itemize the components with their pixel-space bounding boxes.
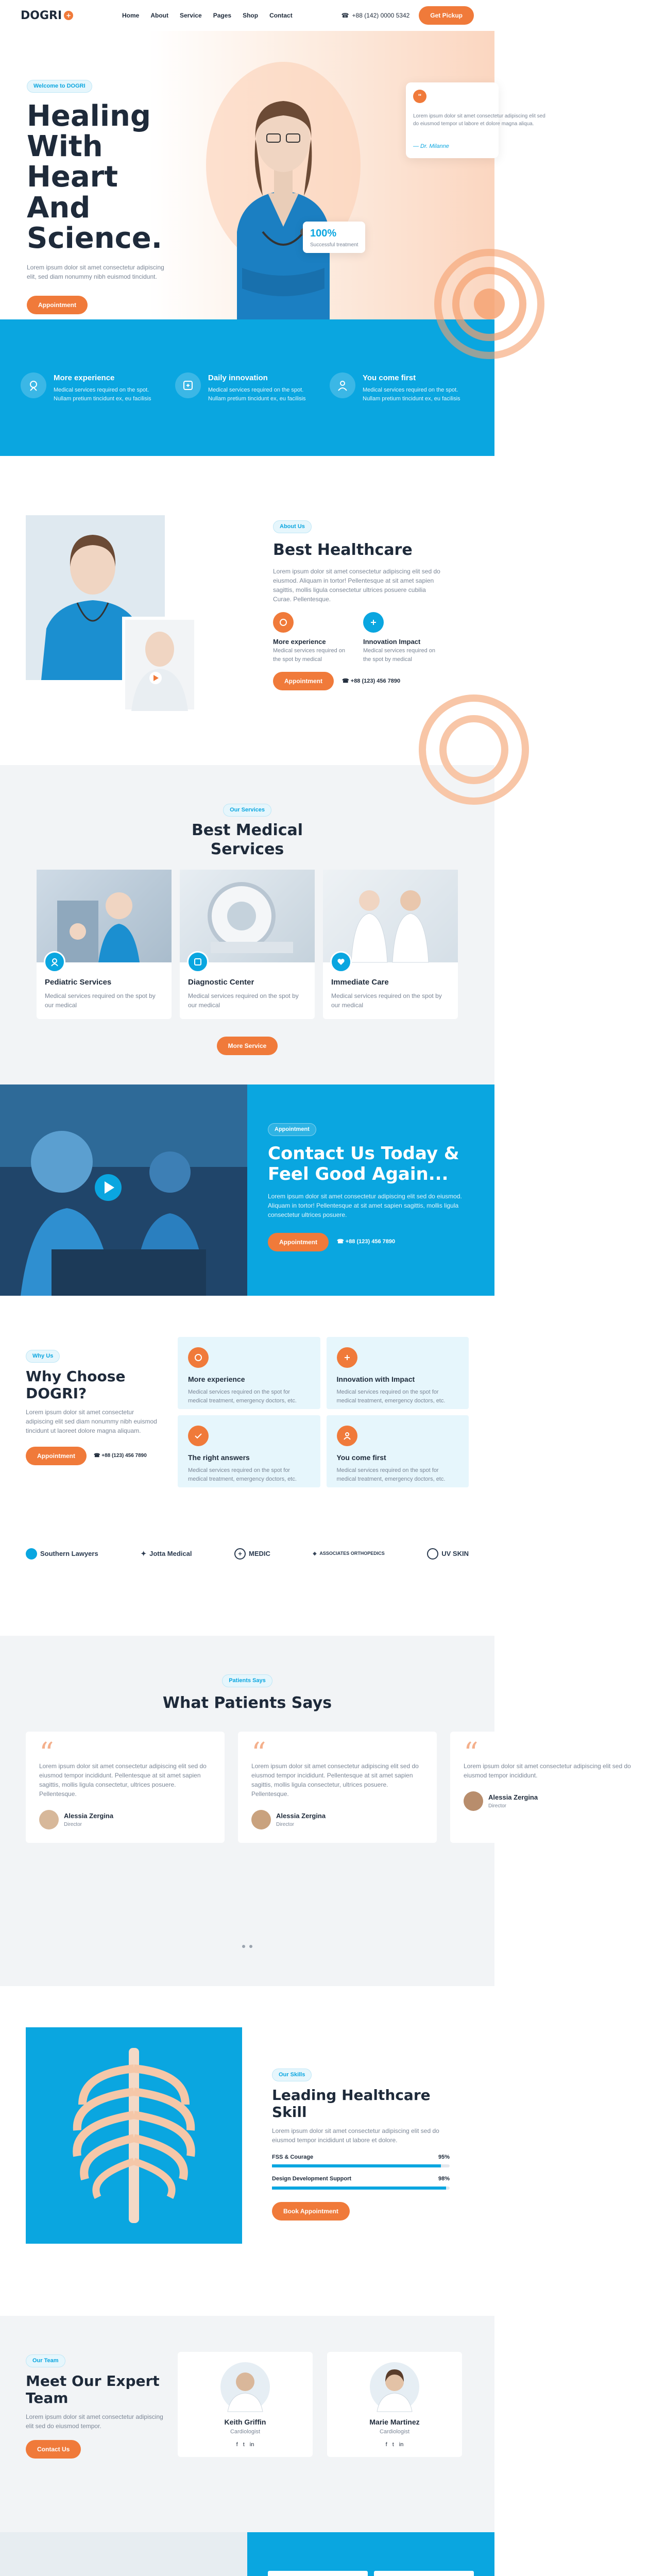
team-title: Meet Our Expert Team <box>26 2372 160 2407</box>
skill-progress-fill <box>272 2164 441 2167</box>
logo-plus-icon: + <box>64 11 73 20</box>
care-icon <box>330 951 352 973</box>
nav-service[interactable]: Service <box>180 12 202 19</box>
linkedin-icon[interactable]: in <box>249 2441 254 2448</box>
nav-shop[interactable]: Shop <box>243 12 259 19</box>
team-tag: Our Team <box>26 2354 65 2367</box>
phone-icon: ☎ <box>94 1453 102 1459</box>
testimonials-tag: Patients Says <box>222 1674 272 1687</box>
member-name: Keith Griffin <box>224 2418 266 2426</box>
logo-text: DOGRI <box>21 9 62 22</box>
contact-us-button[interactable]: Contact Us <box>26 2440 81 2459</box>
about-subitem-text: Medical services required on the spot by medical <box>273 648 346 663</box>
why-appointment-button[interactable]: Appointment <box>26 1447 87 1465</box>
why-box-text: Medical services required on the spot for medical treatment, emergency doctors, etc. <box>188 1467 297 1482</box>
contact-banner-text <box>247 1084 494 1296</box>
testimonial-name: Alessia Zergina <box>64 1811 114 1820</box>
facebook-icon[interactable]: f <box>385 2441 387 2448</box>
email-input[interactable] <box>374 2571 474 2576</box>
team-section <box>0 2316 494 2532</box>
site-header <box>0 0 494 31</box>
appointment-form <box>247 2532 494 2576</box>
testimonial-card <box>450 1732 649 1843</box>
hero-stat-card <box>303 222 365 253</box>
quote-text: Lorem ipsum dolor sit amet consectetur adipiscing elit sed do eiusmod tempor ut labore et dolore magna aliqua. <box>413 113 545 127</box>
why-title: Why Choose DOGRI? <box>26 1367 126 1402</box>
about-appointment-button[interactable]: Appointment <box>273 672 334 690</box>
testimonial-text: Lorem ipsum dolor sit amet consectetur adipiscing elit sed do eiusmod tempor incididunt. Pellentesque at sit amet sapien sagittis, mollis ligula consectetur, ultrices posuere. Pellentesque. <box>251 1762 419 1798</box>
why-box-title: Innovation with Impact <box>336 1375 415 1383</box>
stat-label: Successful treatment <box>310 242 358 248</box>
why-box-text: Medical services required on the spot for medical treatment, emergency doctors, etc. <box>336 1467 446 1482</box>
skill-value: 98% <box>438 2176 450 2182</box>
header-right <box>341 6 474 25</box>
why-box <box>327 1415 469 1487</box>
why-text <box>26 1350 160 1465</box>
decorative-circles <box>412 688 494 765</box>
slider-dot[interactable] <box>242 1945 245 1948</box>
main-nav <box>122 11 293 20</box>
member-social <box>178 2441 313 2449</box>
services-tag: Our Services <box>223 804 271 817</box>
why-box-title: More experience <box>188 1375 245 1383</box>
linkedin-icon[interactable]: in <box>399 2441 404 2448</box>
hero-text-body: Lorem ipsum dolor sit amet consectetur adipiscing elit, sed diam nonummy nibh euismod tincidunt. <box>27 264 164 281</box>
skills-body: Lorem ipsum dolor sit amet consectetur adipiscing elit sed do eiusmod tempor incididunt ut labore et dolore. <box>272 2127 439 2144</box>
skill-progress-fill <box>272 2187 446 2190</box>
why-body: Lorem ipsum dolor sit amet consectetur adipiscing elit sed diam nonummy nibh euismod tincidunt ut laoreet dolore magna aliquam. <box>26 1408 157 1434</box>
slider-dots <box>0 1945 494 1948</box>
member-role: Cardiologist <box>230 2429 261 2435</box>
innovation-icon <box>363 612 384 633</box>
why-box-title: You come first <box>336 1453 386 1462</box>
brand-mark-icon: ✦ <box>141 1550 147 1558</box>
feature-item <box>330 372 474 403</box>
innovation-icon <box>337 1347 357 1368</box>
cta-appointment-button[interactable]: Appointment <box>268 1233 329 1251</box>
experience-icon <box>188 1347 209 1368</box>
testimonials-section <box>0 1636 631 1986</box>
feature-text: Medical services required on the spot. Nullam pretium tincidunt ex, eu facilisis <box>363 387 460 402</box>
doctor-image <box>206 62 361 319</box>
phone-icon: ☎ <box>341 12 349 19</box>
why-box <box>178 1337 320 1409</box>
brand-mark-icon: + <box>234 1548 246 1560</box>
contact-banner <box>0 1084 494 1296</box>
service-card[interactable] <box>37 870 172 1020</box>
service-title: Diagnostic Center <box>188 977 254 987</box>
why-box-text: Medical services required on the spot for medical treatment, emergency doctors, etc. <box>188 1389 297 1404</box>
hero-tag: Welcome to DOGRI <box>27 80 92 93</box>
nav-contact[interactable]: Contact <box>269 12 293 19</box>
skills-text <box>272 2069 450 2221</box>
twitter-icon[interactable]: t <box>392 2441 394 2448</box>
team-card[interactable] <box>178 2352 313 2457</box>
about-subitem <box>273 612 353 664</box>
brand-logo: ◈ ASSOCIATES ORTHOPEDICS <box>313 1550 384 1557</box>
services-cards <box>0 870 494 1020</box>
about-images <box>26 515 196 711</box>
service-text: Medical services required on the spot by our medical <box>45 992 156 1009</box>
cta-text: Lorem ipsum dolor sit amet consectetur adipiscing elit sed do eiusmod. Aliquam in tortor! Pellentesque at sit amet sapien sagittis, mollis ligula consectetur ultrices posuere. <box>268 1192 462 1218</box>
user-icon <box>330 372 355 398</box>
why-tag: Why Us <box>26 1350 60 1363</box>
about-phone[interactable]: ☎ +88 (123) 456 7890 <box>342 677 401 684</box>
about-title: Best Healthcare <box>273 540 413 559</box>
service-text: Medical services required on the spot by our medical <box>188 992 299 1009</box>
feature-title: Daily innovation <box>208 373 268 382</box>
user-icon <box>337 1426 357 1446</box>
skill-bar-header <box>272 2175 450 2183</box>
team-card[interactable] <box>327 2352 462 2457</box>
phone-icon: ☎ <box>337 1239 346 1245</box>
why-box-text: Medical services required on the spot for medical treatment, emergency doctors, etc. <box>336 1389 446 1404</box>
ribcage-image <box>26 2027 242 2244</box>
testimonial-name: Alessia Zergina <box>488 1793 538 1801</box>
skills-section <box>0 1986 494 2316</box>
brand-mark-icon: ◈ <box>313 1551 317 1556</box>
full-name-input[interactable] <box>268 2571 368 2576</box>
feature-text: Medical services required on the spot. Nullam pretium tincidunt ex, eu facilisis <box>208 387 306 402</box>
brand-mark-icon <box>26 1548 37 1560</box>
facebook-icon[interactable]: f <box>236 2441 238 2448</box>
service-title: Pediatric Services <box>45 977 112 987</box>
phone-number: +88 (142) 0000 5342 <box>352 12 410 19</box>
doctor-avatar <box>220 2362 270 2412</box>
testimonials-title: What Patients Says <box>162 1693 332 1712</box>
about-subitem-title: More experience <box>273 637 326 646</box>
service-title: Immediate Care <box>331 977 389 987</box>
quote-icon: " <box>413 90 426 103</box>
testimonial-card <box>238 1732 437 1843</box>
member-name: Marie Martinez <box>369 2418 420 2426</box>
testimonial-name: Alessia Zergina <box>276 1811 326 1820</box>
skill-label: FSS & Courage <box>272 2154 314 2160</box>
service-image <box>323 870 458 962</box>
quote-icon: “ <box>251 1737 266 1770</box>
why-box-title: The right answers <box>188 1453 250 1462</box>
cta-phone[interactable]: ☎ +88 (123) 456 7890 <box>337 1239 396 1245</box>
member-social <box>327 2441 462 2449</box>
quote-author: — Dr. Milanne <box>413 143 449 149</box>
hero-appointment-button[interactable]: Appointment <box>27 296 88 314</box>
nav-home[interactable]: Home <box>122 12 140 19</box>
pediatric-icon <box>44 951 65 973</box>
book-appointment-button[interactable]: Book Appointment <box>272 2202 350 2221</box>
skill-progress-bar <box>272 2187 450 2190</box>
skill-bar-header <box>272 2153 450 2162</box>
feature-title: You come first <box>363 373 416 382</box>
experience-icon <box>21 372 46 398</box>
brand-mark-icon <box>427 1548 438 1560</box>
skills-title: Leading Healthcare Skill <box>272 2086 431 2121</box>
testimonial-role: Director <box>276 1822 295 1828</box>
services-section <box>0 765 494 1084</box>
skill-value: 95% <box>438 2154 450 2160</box>
service-card[interactable] <box>323 870 458 1020</box>
avatar <box>464 1791 483 1811</box>
why-grid <box>178 1337 469 1487</box>
more-service-button[interactable]: More Service <box>217 1037 278 1055</box>
innovation-icon <box>175 372 201 398</box>
testimonial-role: Director <box>64 1822 82 1828</box>
testimonial-role: Director <box>488 1803 507 1809</box>
logo[interactable] <box>21 7 73 24</box>
hero-section <box>0 31 545 319</box>
surgery-image <box>0 1084 247 1296</box>
cta-tag: Appointment <box>268 1123 316 1136</box>
quote-icon: “ <box>464 1737 479 1770</box>
why-box <box>178 1415 320 1487</box>
about-body: Lorem ipsum dolor sit amet consectetur adipiscing elit sed do eiusmod. Aliquam in tortor! Pellentesque at sit amet sapien sagittis, mollis ligula consectetur ultrices posuere cubilia Curae. Pellentesque. <box>273 567 440 603</box>
feature-item <box>175 372 319 403</box>
medical-team-image <box>0 2532 247 2576</box>
experience-icon <box>273 612 294 633</box>
avatar <box>39 1810 59 1829</box>
testimonial-slider[interactable] <box>26 1732 649 1843</box>
brand-logo: ✦ Jotta Medical <box>141 1549 192 1559</box>
twitter-icon[interactable]: t <box>243 2441 245 2448</box>
about-tag: About Us <box>273 520 312 533</box>
nav-about[interactable]: About <box>150 12 168 19</box>
service-card[interactable] <box>180 870 315 1020</box>
feature-title: More experience <box>54 373 115 382</box>
brand-logo: Southern Lawyers <box>26 1548 98 1560</box>
header-phone[interactable] <box>341 11 410 20</box>
nav-pages[interactable]: Pages <box>213 12 232 19</box>
phone-icon: ☎ <box>342 677 351 684</box>
skill-progress-bar <box>272 2164 450 2167</box>
brand-logo: + MEDIC <box>234 1548 270 1560</box>
quote-icon: “ <box>39 1737 54 1770</box>
why-phone[interactable]: ☎ +88 (123) 456 7890 <box>94 1453 147 1459</box>
decorative-circles <box>433 247 515 319</box>
team-body: Lorem ipsum dolor sit amet consectetur adipiscing elit sed do eiusmod tempor. <box>26 2413 163 2430</box>
about-subitem <box>363 612 443 664</box>
hero-quote-card <box>406 82 545 158</box>
appointment-section <box>0 2532 494 2576</box>
testimonial-card <box>26 1732 225 1843</box>
hero-title: Healing With Heart And Science. <box>27 99 163 255</box>
avatar <box>251 1810 271 1829</box>
why-section <box>0 1296 494 1636</box>
features-bar <box>0 319 494 456</box>
cta-title: Contact Us Today & Feel Good Again... <box>268 1143 459 1184</box>
team-text <box>26 2354 165 2459</box>
about-text <box>273 520 443 690</box>
about-subitem-text: Medical services required on the spot by medical <box>363 648 436 663</box>
skill-label: Design Development Support <box>272 2176 352 2182</box>
hero-text <box>27 80 197 314</box>
feature-text: Medical services required on the spot. Nullam pretium tincidunt ex, eu facilisis <box>54 387 151 402</box>
slider-dot[interactable] <box>249 1945 252 1948</box>
skills-tag: Our Skills <box>272 2069 312 2081</box>
doctor-avatar <box>370 2362 419 2412</box>
stat-value: 100% <box>310 228 337 239</box>
partner-logos <box>26 1548 469 1560</box>
testimonial-text: Lorem ipsum dolor sit amet consectetur adipiscing elit sed do eiusmod tempor incididunt. <box>464 1762 631 1779</box>
member-role: Cardiologist <box>379 2429 410 2435</box>
service-text: Medical services required on the spot by our medical <box>331 992 442 1009</box>
about-section <box>0 456 494 765</box>
diagnostic-icon <box>187 951 209 973</box>
services-title: Best Medical Services <box>191 821 303 858</box>
testimonial-text: Lorem ipsum dolor sit amet consectetur adipiscing elit sed do eiusmod tempor incididunt. Pellentesque at sit amet sapien sagittis, mollis ligula consectetur, ultrices posuere. Pellentesque. <box>39 1762 207 1798</box>
service-image <box>180 870 315 962</box>
feature-item <box>21 372 165 403</box>
about-subitems <box>273 612 443 664</box>
why-box <box>327 1337 469 1409</box>
brand-logo: UV SKIN <box>427 1548 469 1560</box>
about-subitem-title: Innovation Impact <box>363 637 421 646</box>
service-image <box>37 870 172 962</box>
check-icon <box>188 1426 209 1446</box>
header-cta-button[interactable]: Get Pickup <box>419 6 474 25</box>
